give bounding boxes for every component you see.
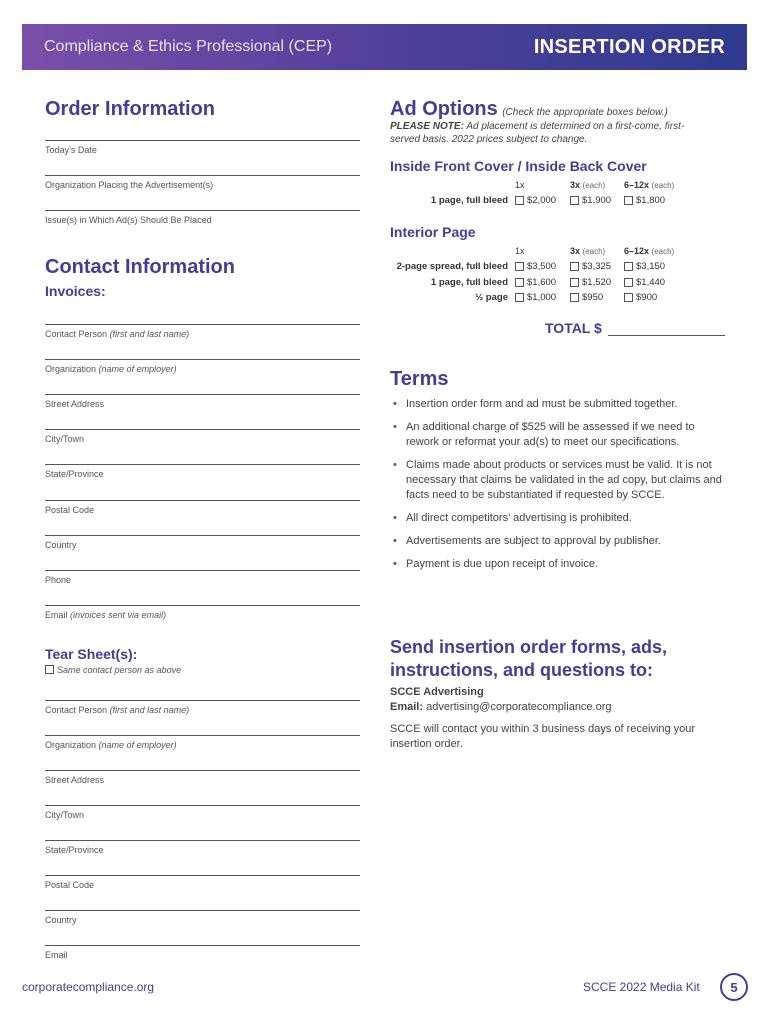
send-email-link[interactable]: advertising@corporatecompliance.org: [426, 701, 612, 713]
publication-subtitle: Compliance & Ethics Professional (CEP): [44, 38, 333, 55]
terms-item: • Insertion order form and ad must be submitted together.: [390, 397, 725, 412]
tear-field[interactable]: [45, 910, 360, 925]
terms-list: [390, 397, 725, 580]
pricing-header-interior: 1x 3x (each) 6–12x (each): [515, 246, 675, 256]
send-org: SCCE Advertising: [390, 686, 484, 698]
price-option-p6[interactable]: $1,800: [624, 195, 665, 206]
interior-page-heading: Interior Page: [390, 224, 476, 240]
interior-price-row: [390, 261, 730, 275]
todays-date-field[interactable]: Today’s Date: [45, 140, 360, 155]
checkbox[interactable]: [515, 293, 524, 302]
price-option-p1[interactable]: $2,000: [515, 195, 556, 206]
footer-kit-label: SCCE 2022 Media Kit: [583, 980, 700, 994]
tear-field[interactable]: [45, 735, 360, 750]
checkbox[interactable]: [570, 196, 579, 205]
contact-field-label: Street Address: [45, 399, 105, 410]
order-info-heading: Order Information: [45, 98, 216, 120]
contact-field-label: Phone: [45, 574, 72, 585]
tear-field[interactable]: [45, 840, 360, 855]
terms-heading: Terms: [390, 368, 449, 390]
tear-field-label: Street Address: [45, 775, 105, 785]
contact-field-label: Postal Code: [45, 504, 95, 515]
page-number-badge: 5: [720, 973, 748, 1001]
inside-price-row: [390, 195, 730, 209]
issues-field[interactable]: Issue(s) in Which Ad(s) Should Be Placed: [45, 210, 360, 225]
checkbox[interactable]: [624, 196, 633, 205]
page-header: [22, 24, 747, 70]
price-row-label: 1 page, full bleed: [430, 276, 508, 288]
tear-field-label: Organization (name of employer): [45, 740, 177, 750]
price-option-p3[interactable]: $1,520: [570, 277, 611, 288]
contact-field-label: Organization (name of employer): [45, 364, 177, 375]
checkbox[interactable]: [624, 278, 633, 287]
please-note: PLEASE NOTE: Ad placement is determined on a first-come, first-served basis. 2022 prices subject to change.: [390, 121, 685, 145]
inside-cover-heading: Inside Front Cover / Inside Back Cover: [390, 158, 647, 174]
contact-field-label: Country: [45, 539, 77, 550]
price-row-label: ½ page: [475, 292, 508, 303]
contact-field-label: State/Province: [45, 469, 104, 480]
pricing-header-inside: 1x 3x (each) 6–12x (each): [515, 180, 675, 190]
price-option-p6[interactable]: $1,440: [624, 277, 665, 288]
invoices-heading: Invoices:: [45, 283, 106, 299]
send-note: SCCE will contact you within 3 business days of receiving your insertion order.: [390, 723, 696, 750]
tear-field-label: Postal Code: [45, 880, 95, 890]
terms-item: • Advertisements are subject to approval by publisher.: [390, 534, 725, 549]
price-option-p1[interactable]: $3,500: [515, 261, 556, 272]
send-heading: Send insertion order forms, ads, instructions, and questions to:: [390, 637, 668, 680]
price-option-p1[interactable]: $1,600: [515, 277, 556, 288]
checkbox[interactable]: [515, 278, 524, 287]
price-option-p3[interactable]: $950: [570, 292, 603, 303]
terms-item: • An additional charge of $525 will be assessed if we need to rework or reformat your ad(s) to meet our specifications.: [390, 420, 725, 450]
tear-field[interactable]: [45, 770, 360, 785]
interior-price-row: [390, 277, 730, 291]
tear-field-label: Country: [45, 915, 77, 925]
send-contact: SCCE Advertising Email: advertising@corporatecompliance.org SCCE will contact you within 3 business days of receiving your insertion order.: [390, 685, 730, 752]
contact-field[interactable]: [45, 500, 360, 515]
page-title: INSERTION ORDER: [533, 35, 725, 58]
tear-field[interactable]: [45, 875, 360, 890]
contact-field[interactable]: [45, 535, 360, 550]
checkbox[interactable]: [570, 278, 579, 287]
same-contact-checkbox[interactable]: Same contact person as above: [45, 665, 181, 675]
ad-options-heading: Ad Options: [390, 98, 498, 120]
price-option-p1[interactable]: $1,000: [515, 292, 556, 303]
organization-placing-field[interactable]: Organization Placing the Advertisement(s): [45, 175, 360, 190]
checkbox[interactable]: [570, 262, 579, 271]
contact-field-label: Email (invoices sent via email): [45, 609, 167, 620]
checkbox[interactable]: [45, 665, 54, 674]
price-row-label: 2-page spread, full bleed: [396, 261, 508, 272]
price-option-p3[interactable]: $3,325: [570, 261, 611, 272]
total-label: TOTAL $: [545, 320, 602, 336]
tear-field-label: Contact Person (first and last name): [45, 705, 190, 715]
checkbox[interactable]: [515, 196, 524, 205]
total-line[interactable]: [608, 324, 725, 336]
contact-field[interactable]: [45, 359, 360, 374]
contact-field[interactable]: [45, 464, 360, 479]
contact-field[interactable]: [45, 429, 360, 444]
checkbox[interactable]: [624, 262, 633, 271]
contact-field[interactable]: [45, 394, 360, 409]
checkbox[interactable]: [570, 293, 579, 302]
price-row-label: 1 page, full bleed: [430, 195, 508, 206]
interior-price-row: [390, 292, 730, 306]
price-option-p6[interactable]: $900: [624, 292, 657, 303]
tear-field-label: Email: [45, 950, 68, 960]
check-note: (Check the appropriate boxes below.): [502, 107, 668, 118]
tear-field[interactable]: [45, 805, 360, 820]
checkbox[interactable]: [515, 262, 524, 271]
tear-sheets-heading: Tear Sheet(s):: [45, 646, 138, 662]
contact-field-label: Contact Person (first and last name): [45, 329, 190, 339]
tear-field-label: City/Town: [45, 810, 85, 820]
contact-field[interactable]: [45, 570, 360, 585]
contact-field[interactable]: [45, 324, 360, 339]
terms-item: • Payment is due upon receipt of invoice.: [390, 557, 725, 572]
price-option-p6[interactable]: $3,150: [624, 261, 665, 272]
price-option-p3[interactable]: $1,900: [570, 195, 611, 206]
tear-field[interactable]: [45, 945, 360, 960]
checkbox[interactable]: [624, 293, 633, 302]
terms-item: • Claims made about products or services must be valid. It is not necessary that claims be validated in the ad copy, but claims and facts need to be substantiated if requested by SCCE.: [390, 458, 725, 503]
contact-field[interactable]: [45, 605, 360, 620]
tear-field-label: State/Province: [45, 845, 104, 855]
contact-info-heading: Contact Information: [45, 256, 235, 278]
total-field[interactable]: [545, 320, 725, 336]
footer-site-link[interactable]: corporatecompliance.org: [22, 980, 155, 994]
tear-field[interactable]: [45, 700, 360, 715]
terms-item: • All direct competitors’ advertising is prohibited.: [390, 511, 725, 526]
contact-field-label: City/Town: [45, 434, 85, 445]
